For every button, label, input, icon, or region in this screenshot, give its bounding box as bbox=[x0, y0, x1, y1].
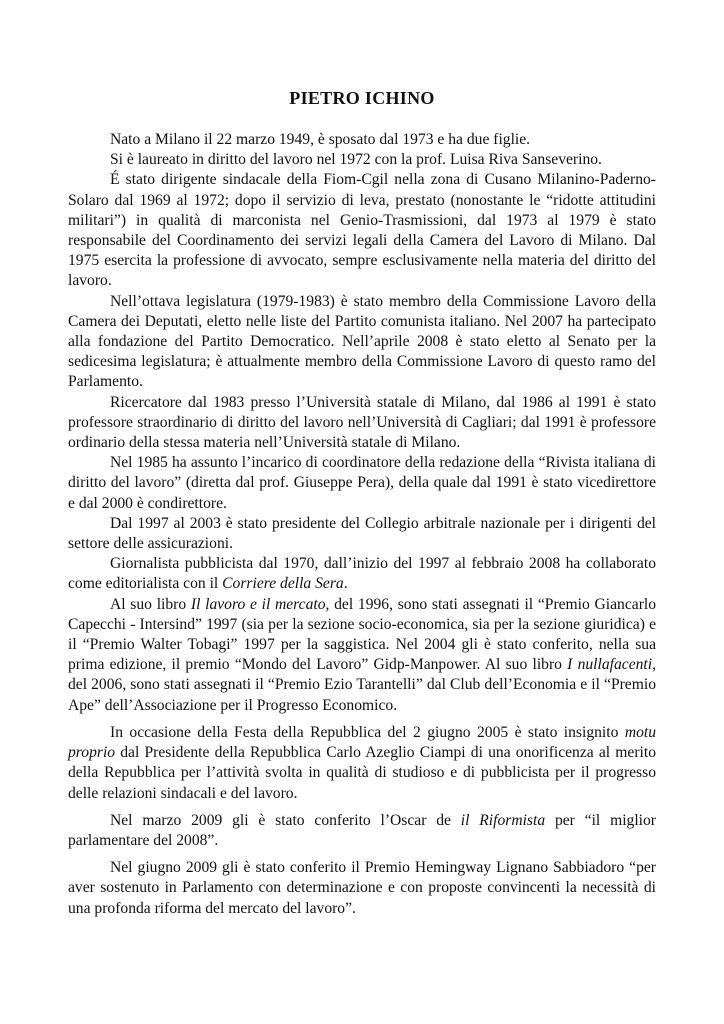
document-page bbox=[68, 86, 656, 919]
paragraph-hemingway bbox=[68, 858, 656, 919]
paragraph-text: In occasione della Festa della Repubblica del 2 giugno 2005 è stato insignito bbox=[110, 723, 625, 741]
paragraph-birth bbox=[68, 130, 656, 150]
paragraph-text: Al suo libro bbox=[110, 595, 191, 613]
paragraph-text: , del 2006, sono stati assegnati il “Premio Ezio Tarantelli” dal Club dell’Economia e il “Premio Ape” dell’Associazione per il Progresso Economico. bbox=[68, 656, 656, 714]
paragraph-text: Si è laureato in diritto del lavoro nel 1972 con la prof. Luisa Riva Sanseverino. bbox=[110, 151, 602, 169]
newspaper-title: il Riformista bbox=[460, 811, 546, 829]
paragraph-text: É stato dirigente sindacale della Fiom-Cgil nella zona di Cusano Milanino-Paderno-Solaro dal 1969 al 1972; dopo il servizio di leva, prestato (nonostante le “ridotte attitudini militari”) in qualità di marconista nel Genio-Trasmissioni, dal 1973 al 1979 è stato responsabile del Coordinamento dei servizi legali della Camera del Lavoro di Milano. Dal 1975 esercita la professione di avvocato, sempre esclusivamente nella materia del diritto del lavoro. bbox=[68, 171, 656, 290]
paragraph-text: Giornalista pubblicista dal 1970, dall’inizio del 1997 al febbraio 2008 ha collaborato come editorialista con il bbox=[68, 555, 656, 593]
paragraph-text: Nato a Milano il 22 marzo 1949, è sposato dal 1973 e ha due figlie. bbox=[110, 131, 531, 148]
paragraph-legislature bbox=[68, 292, 656, 393]
book-title: I nullafacenti bbox=[567, 656, 653, 674]
paragraph-journalist bbox=[68, 554, 656, 594]
paragraph-text: Nell’ottava legislatura (1979-1983) è stato membro della Commissione Lavoro della Camera dei Deputati, eletto nelle liste del Partito comunista italiano. Nel 2007 ha partecipato alla fondazione del Partito Democratico. Nell’aprile 2008 è stato eletto al Senato per la sedicesima legislatura; è attualmente membro della Commissione Lavoro di questo ramo del Parlamento. bbox=[68, 292, 656, 391]
newspaper-title: Corriere della Sera bbox=[222, 575, 344, 593]
paragraph-academic bbox=[68, 393, 656, 454]
paragraph-oscar bbox=[68, 811, 656, 851]
paragraph-honor bbox=[68, 723, 656, 804]
document-title: PIETRO ICHINO bbox=[289, 88, 435, 108]
paragraph-text: Nel 1985 ha assunto l’incarico di coordinatore della redazione della “Rivista italiana di diritto del lavoro” (diretta dal prof. Giuseppe Pera), della quale dal 1991 è stato vicedirettore e dal 2000 è condirettore. bbox=[68, 454, 656, 512]
paragraph-books bbox=[68, 595, 656, 716]
latin-phrase: motu proprio bbox=[68, 723, 656, 762]
paragraph-text: Nel giugno 2009 gli è stato conferito il Premio Hemingway Lignano Sabbiadoro “per aver sostenuto in Parlamento con determinazione e con proposte convincenti la necessità di una profonda riforma del mercato del lavoro”. bbox=[68, 859, 656, 917]
paragraph-text: Nel marzo 2009 gli è stato conferito l’Oscar de bbox=[110, 811, 461, 829]
paragraph-text: Ricercatore dal 1983 presso l’Università statale di Milano, dal 1986 al 1991 è stato professore straordinario di diritto del lavoro nell’Università di Cagliari; dal 1991 è professore ordinario della stessa materia nell’Università statale di Milano. bbox=[68, 393, 656, 452]
paragraph-degree bbox=[68, 150, 656, 170]
book-title: Il lavoro e il mercato bbox=[190, 595, 326, 613]
paragraph-text: Dal 1997 al 2003 è stato presidente del Collegio arbitrale nazionale per i dirigenti del settore delle assicurazioni. bbox=[68, 514, 656, 553]
paragraph-text: . bbox=[343, 575, 348, 593]
paragraph-text: per “il miglior parlamentare del 2008”. bbox=[68, 811, 656, 849]
paragraph-union bbox=[68, 170, 656, 291]
paragraph-text: , del 1996, sono stati assegnati il “Premio Giancarlo Capecchi - Intersind” 1997 (sia per la sezione socio-economica, sia per la sezione giuridica) e il “Premio Walter Tobagi” 1997 per la saggistica. Nel 2004 gli è stato conferito, nella sua prima edizione, il premio “Mondo del Lavoro” Gidp-Manpower. Al suo libro bbox=[68, 595, 657, 674]
paragraph-arbitration bbox=[68, 514, 656, 554]
paragraph-journal bbox=[68, 453, 656, 514]
paragraph-text: dal Presidente della Repubblica Carlo Azeglio Ciampi di una onorificenza al merito della Repubblica per l’attività svolta in qualità di studioso e di pubblicista per il progresso delle relazioni sindacali e del lavoro. bbox=[68, 744, 656, 802]
